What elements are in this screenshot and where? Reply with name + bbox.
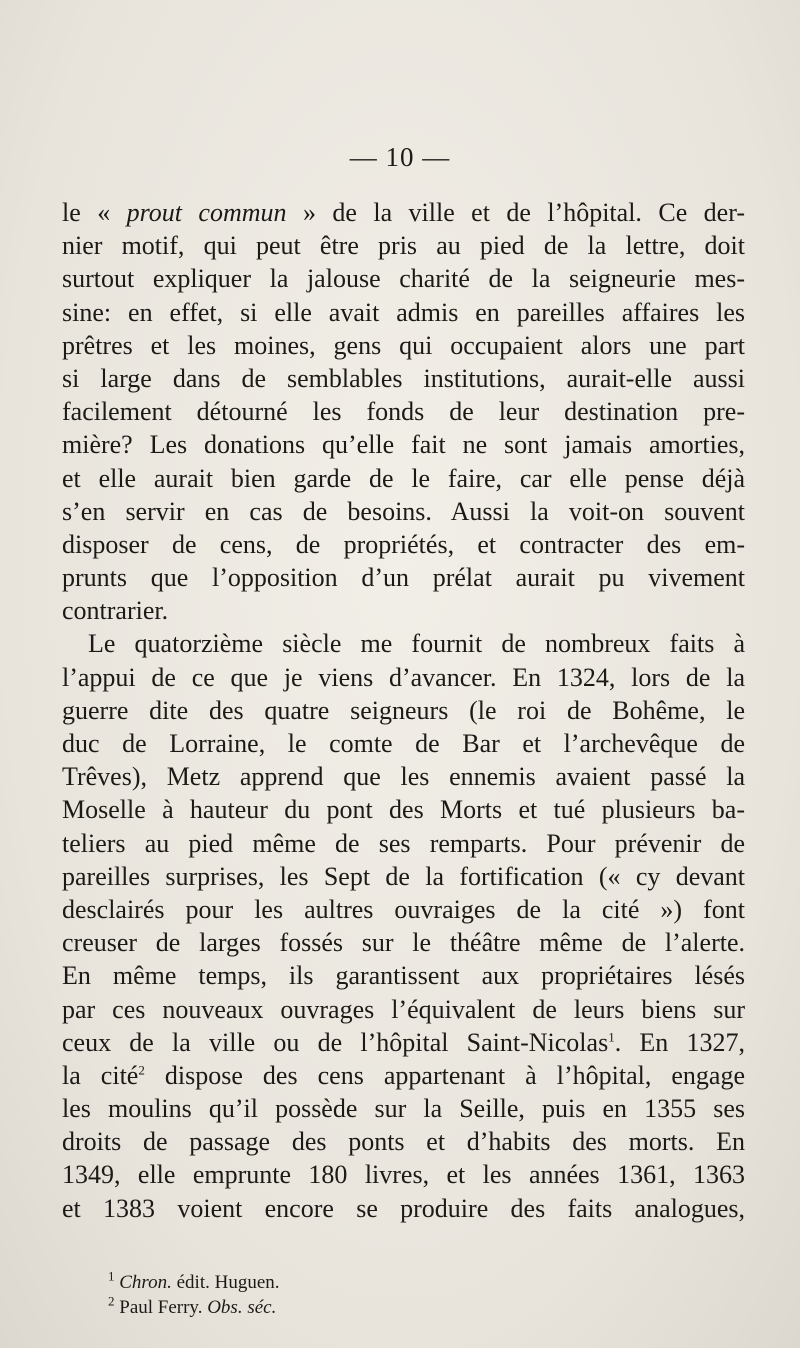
text-line-30: 1349, elle emprunte 180 livres, et les années 1361, 1363 xyxy=(62,1160,745,1190)
text-line-23: creuser de larges fossés sur le théâtre même de l’alerte. xyxy=(62,928,745,958)
footnote-ref-1: 1 xyxy=(608,1029,615,1045)
text-line-5: prêtres et les moines, gens qui occupaient alors une part xyxy=(62,330,745,360)
text-line-14: Le quatorzième siècle me fournit de nombreux faits à xyxy=(88,629,745,659)
text-line-17: duc de Lorraine, le comte de Bar et l’archevêque de xyxy=(62,729,745,758)
text-line-22: desclairés pour les aultres ouvraiges de la cité ») font xyxy=(62,894,745,924)
footnote-2: $^2$ Paul Ferry. Obs. séc. xyxy=(108,1293,277,1318)
text-line-13: contrarier. xyxy=(62,596,169,626)
text-line-29: droits de passage des ponts et d’habits des morts. En xyxy=(62,1127,745,1157)
text-line-9: et elle aurait bien garde de le faire, car elle pense déjà xyxy=(62,463,745,493)
text-line-21: pareilles surprises, les Sept de la fortification (« cy devant xyxy=(62,861,745,891)
text-line-12: prunts que l’opposition d’un prélat aurait pu vivement xyxy=(62,563,745,593)
text-line-7: facilement détourné les fonds de leur destination pre- xyxy=(62,397,745,427)
text-line-25: par ces nouveaux ouvrages l’équivalent de leurs biens sur xyxy=(62,994,745,1024)
text-line-27: la cité$^2$ dispose des cens appartenant à l’hôpital, engage xyxy=(62,1060,746,1090)
text-line-31: et 1383 voient encore se produire des faits analogues, xyxy=(62,1193,745,1223)
text-line-2: nier motif, qui peut être pris au pied de la lettre, doit xyxy=(62,231,745,261)
text-line-11: disposer de cens, de propriétés, et contracter des em- xyxy=(62,529,745,559)
text-line-6: si large dans de semblables institutions, aurait-elle aussi xyxy=(62,363,745,393)
text-line-10: s’en servir en cas de besoins. Aussi la voit-on souvent xyxy=(62,496,745,526)
text-line-20: teliers au pied même de ses remparts. Pour prévenir de xyxy=(62,828,745,858)
text-line-1: le « prout commun » de la ville et de l’hôpital. Ce der- xyxy=(62,198,745,227)
footnote-1: $^1$ Chron. édit. Huguen. xyxy=(108,1268,280,1293)
text-line-24: En même temps, ils garantissent aux propriétaires lésés xyxy=(62,961,745,991)
footnotes xyxy=(108,1270,280,1320)
text-line-16: guerre dite des quatre seigneurs (le roi de Bohême, le xyxy=(62,695,745,725)
text-line-19: Moselle à hauteur du pont des Morts et tué plusieurs ba- xyxy=(62,795,745,825)
footnote-ref-2: 2 xyxy=(138,1062,145,1078)
text-line-15: l’appui de ce que je viens d’avancer. En 1324, lors de la xyxy=(62,662,745,692)
page-number: — 10 — xyxy=(349,142,451,172)
text-line-18: Trêves), Metz apprend que les ennemis avaient passé la xyxy=(62,762,745,792)
text-line-3: surtout expliquer la jalouse charité de la seigneurie mes- xyxy=(62,264,745,294)
text-line-26: ceux de la ville ou de l’hôpital Saint-Nicolas$^1$. En 1327, xyxy=(62,1027,745,1057)
text-line-4: sine: en effet, si elle avait admis en pareilles affaires les xyxy=(62,297,745,327)
body-text xyxy=(62,196,745,1225)
text-line-28: les moulins qu’il possède sur la Seille, puis en 1355 ses xyxy=(62,1094,745,1124)
text-line-8: mière? Les donations qu’elle fait ne sont jamais amorties, xyxy=(62,430,745,460)
